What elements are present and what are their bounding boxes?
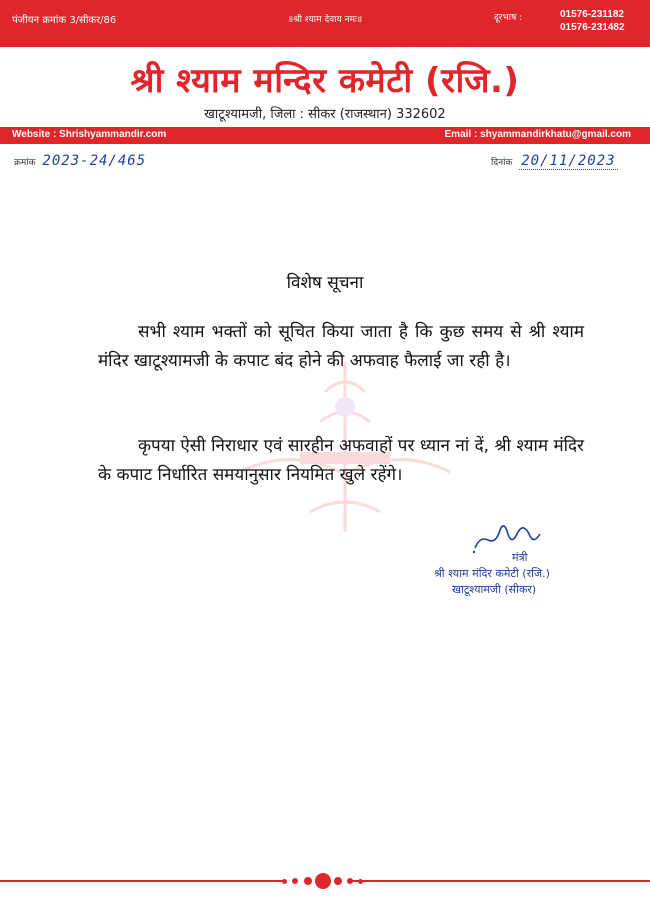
footer-dot [292,878,298,884]
notice-paragraph-2: कृपया ऐसी निराधार एवं सारहीन अफवाहों पर ध्यान नां दें, श्री श्याम मंदिर के कपाट निर्धारित समयानुसार नियमित खुले रहेंगे। [98,436,584,485]
invocation-text: ॥श्री श्याम देवाय नमः॥ [287,15,363,25]
organization-name: श्री श्याम मन्दिर कमेटी (रजि.) [130,61,520,101]
footer-dot-center [315,873,331,889]
footer-dot [358,879,363,884]
footer-dot [304,877,312,885]
reference-number [14,153,146,169]
phone-number-2: 01576-231482 [560,22,625,33]
phone-number-1: 01576-231182 [560,9,624,20]
footer-dot [282,879,287,884]
notice-title: विशेष सूचना [286,273,364,293]
website-text: Website : Shrishyammandir.com [12,129,167,140]
footer-dot [347,878,353,884]
reference-date-label: दिनांक [491,158,513,168]
reference-number-label: क्रमांक [14,158,36,168]
contact-bar [0,127,650,144]
registration-number: पंजीयन क्रमांक 3/सीकर/86 [12,15,117,26]
signatory-title: मंत्री [512,551,528,564]
footer-line-left [0,880,284,882]
notice-paragraph-1: सभी श्याम भक्तों को सूचित किया जाता है कि कुछ समय से श्री श्याम मंदिर खाटूश्यामजी के कपाट बंद होने की अफवाह फैलाई जा रही है। [98,322,584,371]
reference-date [491,153,618,169]
reference-date-value: 20/11/2023 [521,153,616,169]
signatory-organization: श्री श्याम मंदिर कमेटी (रजि.) [434,567,550,580]
header-bar [0,0,650,47]
signatory-place: खाटूश्यामजी (सीकर) [452,583,537,596]
email-text: Email : shyammandirkhatu@gmail.com [444,129,631,140]
organization-address: खाटूश्यामजी, जिला : सीकर (राजस्थान) 332602 [204,107,446,122]
phone-label: दूरभाष : [494,13,523,23]
footer-line-right [352,880,650,882]
reference-number-value: 2023-24/465 [42,153,147,169]
footer-dot [334,877,342,885]
